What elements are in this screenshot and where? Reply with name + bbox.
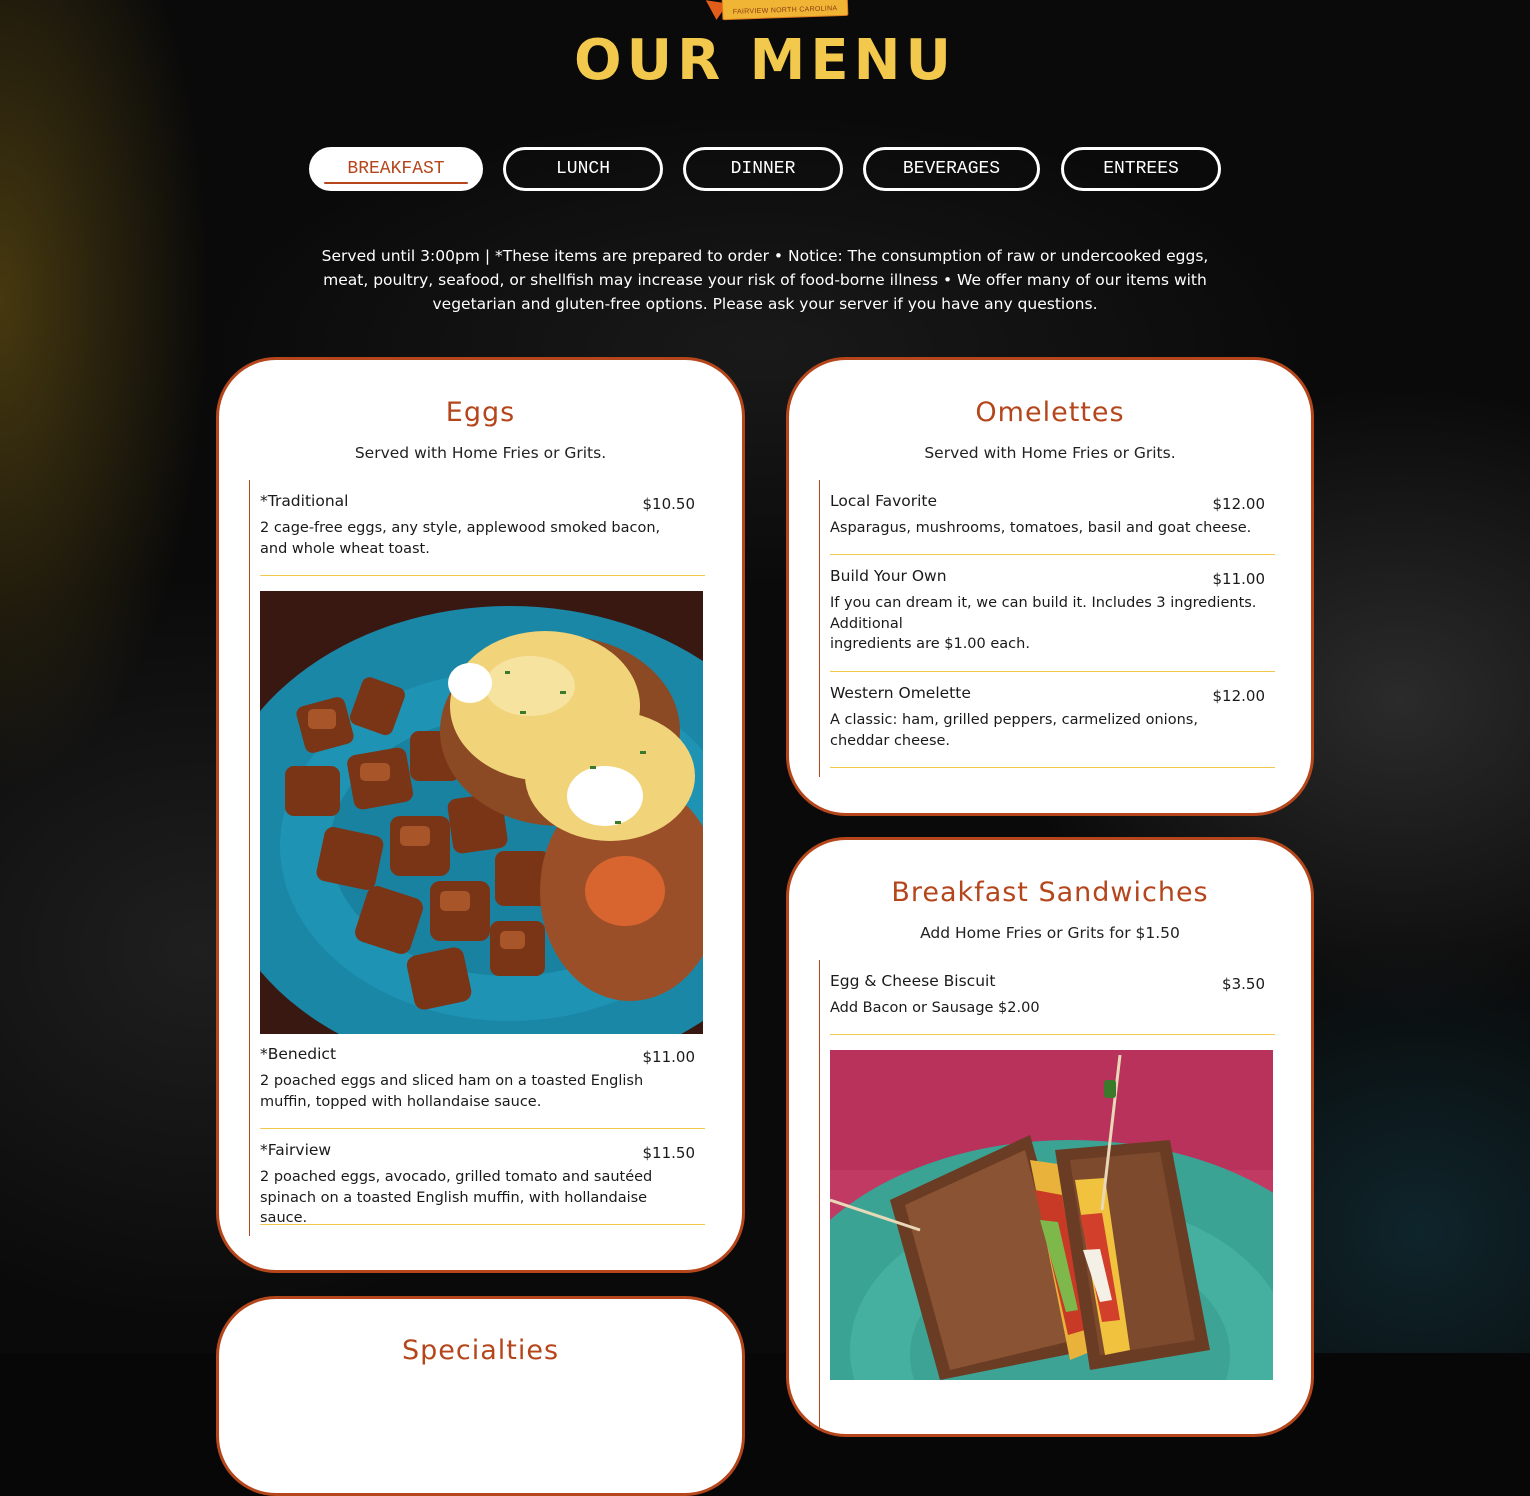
menu-item[interactable] (260, 1129, 705, 1225)
tab-breakfast[interactable]: BREAKFAST (309, 147, 483, 191)
menu-item[interactable] (830, 960, 1275, 1035)
item-description: 2 poached eggs, avocado, grilled tomato and sautéed spinach on a toasted English muffin, with hollandaise sauce. (260, 1169, 653, 1226)
eggs-title: Eggs (445, 397, 516, 428)
item-name: Local Favorite (830, 492, 938, 510)
breakfast-sandwiches-card (786, 837, 1314, 1437)
logo-caption: FAIRVIEW NORTH CAROLINA (732, 5, 838, 16)
omelettes-card (786, 357, 1314, 816)
eggs-benedict-image (260, 591, 703, 1034)
menu-notice: Served until 3:00pm | *These items are prepared to order • Notice: The consumption of raw or undercooked eggs, meat, poultry, seafood, or shellfish may increase your risk of food-borne illness • We offer many of our items with vegetarian and gluten-free options. Please ask your server if you have any questions. (321, 247, 1209, 313)
item-price: $12.00 (1212, 687, 1265, 705)
breakfast-sandwich-photo (830, 1050, 1273, 1380)
item-description (830, 593, 1260, 655)
menu-tabs (0, 147, 1530, 197)
restaurant-logo[interactable] (700, 0, 850, 22)
item-description: Asparagus, mushrooms, tomatoes, basil and goat cheese. (830, 520, 1252, 536)
sandwiches-item-list (819, 960, 1275, 1437)
omelettes-item-list (819, 480, 1275, 777)
eggs-benedict-photo (260, 591, 703, 1034)
menu-item[interactable] (260, 480, 705, 576)
sandwiches-subtitle: Add Home Fries or Grits for $1.50 (920, 924, 1180, 942)
specialties-card (216, 1296, 745, 1496)
item-price: $11.00 (642, 1048, 695, 1066)
menu-item[interactable] (830, 480, 1275, 555)
item-name: Western Omelette (830, 684, 971, 702)
item-price: $11.00 (1212, 570, 1265, 588)
omelettes-subtitle: Served with Home Fries or Grits. (924, 444, 1176, 462)
item-name: Build Your Own (830, 567, 947, 585)
tab-entrees[interactable]: ENTREES (1061, 147, 1221, 191)
item-name: *Benedict (260, 1045, 337, 1063)
breakfast-sandwich-image (830, 1050, 1273, 1380)
menu-item[interactable] (830, 555, 1275, 672)
item-price: $10.50 (642, 495, 695, 513)
item-description: 2 poached eggs and sliced ham on a toasted English muffin, topped with hollandaise sauce. (260, 1073, 644, 1110)
item-price: $12.00 (1212, 495, 1265, 513)
item-name: Egg & Cheese Biscuit (830, 972, 996, 990)
page-title: OUR MENU (573, 28, 956, 93)
sandwiches-title: Breakfast Sandwiches (891, 877, 1209, 908)
item-description: 2 cage-free eggs, any style, applewood smoked bacon, and whole wheat toast. (260, 520, 661, 557)
eggs-card (216, 357, 745, 1273)
tab-dinner[interactable]: DINNER (683, 147, 843, 191)
item-name: *Traditional (260, 492, 349, 510)
eggs-item-list (249, 480, 705, 1236)
logo-banner (722, 0, 849, 20)
item-name: *Fairview (260, 1141, 332, 1159)
specialties-title: Specialties (401, 1335, 560, 1366)
item-description: Add Bacon or Sausage $2.00 (830, 1000, 1040, 1016)
item-price: $3.50 (1222, 975, 1265, 993)
item-description-line: If you can dream it, we can build it. Includes 3 ingredients. Additional (830, 595, 1257, 632)
item-description-line: ingredients are $1.00 each. (830, 636, 1030, 652)
tab-lunch[interactable]: LUNCH (503, 147, 663, 191)
menu-item[interactable] (260, 1033, 705, 1129)
menu-item[interactable] (830, 672, 1275, 768)
item-price: $11.50 (642, 1144, 695, 1162)
eggs-subtitle: Served with Home Fries or Grits. (354, 444, 607, 462)
item-description: A classic: ham, grilled peppers, carmelized onions, cheddar cheese. (830, 712, 1198, 749)
omelettes-title: Omelettes (975, 397, 1125, 428)
tab-beverages[interactable]: BEVERAGES (863, 147, 1040, 191)
